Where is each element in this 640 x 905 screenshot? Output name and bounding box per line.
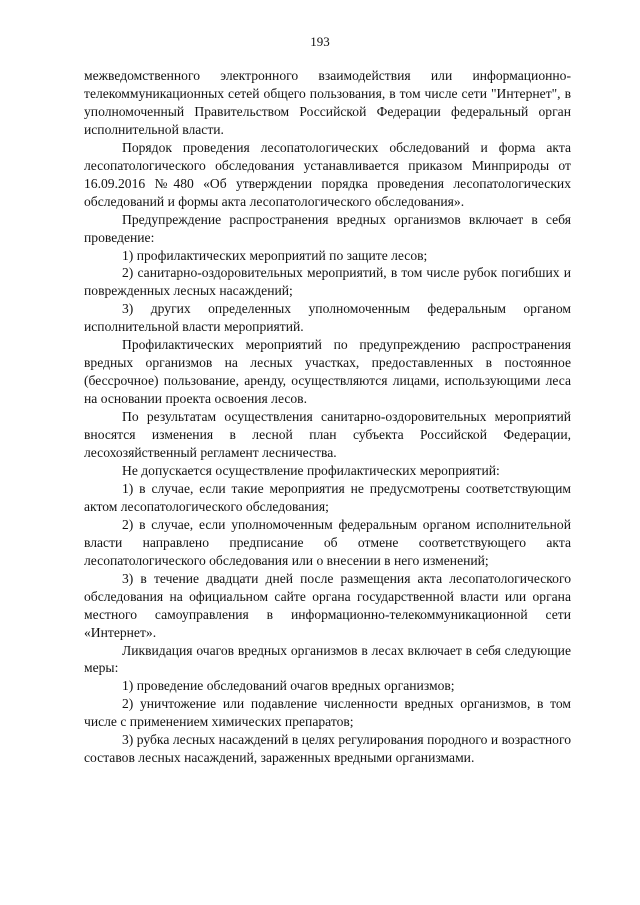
list-item-prevention-3: 3) других определенных уполномоченным федеральным органом исполнительной власти мероприятий.	[84, 301, 571, 335]
list-item-prevention-2: 2) санитарно-оздоровительных мероприятий, в том числе рубок погибших и поврежденных лесных насаждений;	[84, 265, 571, 299]
paragraph-liquidation-intro: Ликвидация очагов вредных организмов в лесах включает в себя следующие меры:	[84, 642, 571, 676]
list-item-liquidation-1: 1) проведение обследований очагов вредных организмов;	[122, 678, 455, 694]
list-item-liquidation-3: 3) рубка лесных насаждений в целях регулирования породного и возрастного составов лесных насаждений, зараженных вредными организмами.	[84, 732, 571, 766]
paragraph-continuation: межведомственного электронного взаимодействия или информационно-телекоммуникационных сетей общего пользования, в том числе сети "Интернет", в уполномоченный Правительством Российской Федерации федеральный орган исполнительной власти.	[84, 68, 571, 137]
paragraph-prevention-intro: Предупреждение распространения вредных организмов включает в себя проведение:	[84, 211, 571, 245]
paragraph-survey-procedure: Порядок проведения лесопатологических обследований и форма акта лесопатологического обследования устанавливается приказом Минприроды от 16.09.2016 №480 «Об утверждении порядка проведения лесопатологических обследований и формы акта лесопатологического обследования».	[84, 139, 571, 209]
list-item-liquidation-2: 2) уничтожение или подавление численности вредных организмов, в том числе с применением химических препаратов;	[84, 696, 571, 730]
paragraph-not-allowed-intro: Не допускается осуществление профилактических мероприятий:	[122, 462, 500, 478]
list-item-not-allowed-3: 3) в течение двадцати дней после размещения акта лесопатологического обследования на официальном сайте органа государственной власти или органа местного самоуправления в информационно-телекоммуникационной сети «Интернет».	[84, 570, 571, 640]
page-number: 193	[310, 34, 330, 49]
list-item-not-allowed-2: 2) в случае, если уполномоченным федеральным органом исполнительной власти направлено предписание об отмене соответствующего акта лесопатологического обследования или о внесении в него изменений;	[84, 516, 571, 568]
document-body	[84, 67, 571, 767]
paragraph-sanitary-results: По результатам осуществления санитарно-оздоровительных мероприятий вносятся изменения в лесной план субъекта Российской Федерации, лесохозяйственный регламент лесничества.	[84, 409, 571, 461]
paragraph-preventive-measures: Профилактических мероприятий по предупреждению распространения вредных организмов на лесных участках, предоставленных в постоянное (бессрочное) пользование, аренду, осуществляются лицами, использующими леса на основании проекта освоения лесов.	[84, 337, 571, 407]
list-item-prevention-1: 1) профилактических мероприятий по защите лесов;	[122, 247, 428, 263]
list-item-not-allowed-1: 1) в случае, если такие мероприятия не предусмотрены соответствующим актом лесопатологического обследования;	[84, 480, 571, 514]
